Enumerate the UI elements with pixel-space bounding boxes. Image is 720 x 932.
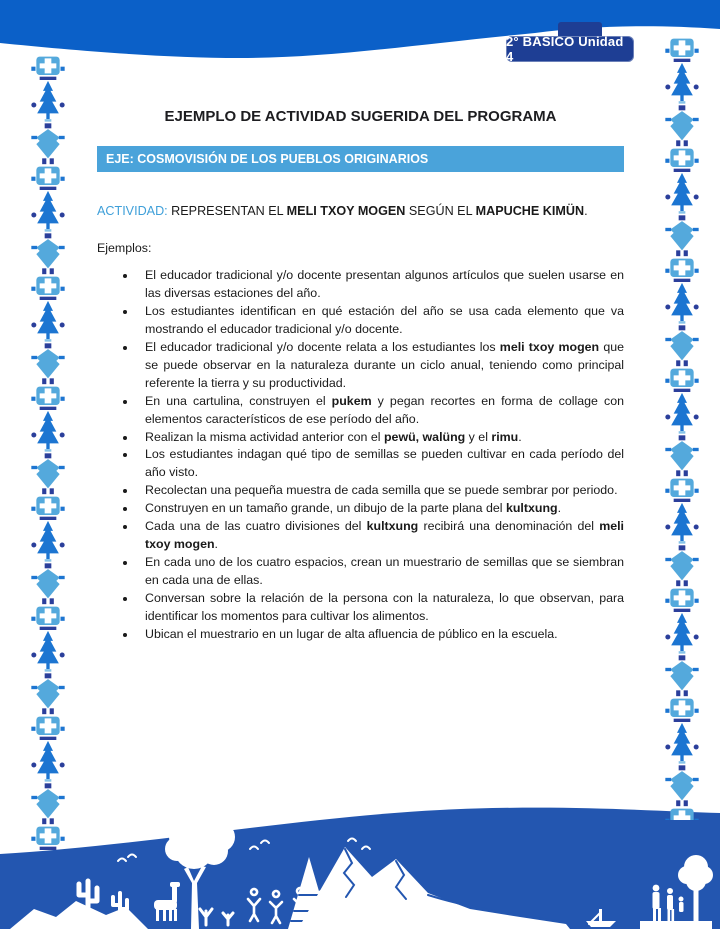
- page-title: EJEMPLO DE ACTIVIDAD SUGERIDA DEL PROGRAMA: [164, 108, 557, 125]
- activity-line: [97, 203, 624, 220]
- document-content: [97, 100, 624, 643]
- bullet-item: • El educador tradicional y/o docente presentan algunos artículos que suelen usarse en las diversas estaciones del año.: [137, 267, 624, 303]
- landscape-illustration: [0, 797, 720, 932]
- bullet-item: • En una cartulina, construyen el pukem y pegan recortes en forma de collage con elementos característicos de ese período del año.: [137, 393, 624, 429]
- mapuche-totem-icon: [28, 55, 68, 850]
- bullet-item: • Conversan sobre la relación de la persona con la naturaleza, lo que observan, para identificar los momentos para cultivar los alimentos.: [137, 590, 624, 626]
- bullet-item: • Ubican el muestrario en un lugar de alta afluencia de público en la escuela.: [137, 626, 624, 644]
- bullet-item: • El educador tradicional y/o docente relata a los estudiantes los meli txoy mogen que se puede observar en la naturaleza durante un ciclo anual, teniendo como principal referente la tierra y su productividad.: [137, 339, 624, 393]
- bullet-item: • Recolectan una pequeña muestra de cada semilla que se puede sembrar por periodo.: [137, 482, 624, 500]
- bullet-item: • Los estudiantes identifican en qué estación del año se usa cada elemento que va mostrando el educador tradicional y/o docente.: [137, 303, 624, 339]
- activity-text: REPRESENTAN EL MELI TXOY MOGEN SEGÚN EL MAPUCHE KIMÜN.: [167, 204, 588, 218]
- bullet-item: • Realizan la misma actividad anterior con el pewü, walüng y el rimu.: [137, 429, 624, 447]
- right-border-totem-pattern: [662, 37, 702, 820]
- mapuche-totem-icon: [662, 37, 702, 820]
- unit-badge: 2° BÁSICO Unidad 4: [506, 36, 634, 62]
- bullet-item: • Los estudiantes indagan qué tipo de semillas se pueden cultivar en cada período del año visto.: [137, 446, 624, 482]
- bullet-item: • Construyen en un tamaño grande, un dibujo de la parte plana del kultxung.: [137, 500, 624, 518]
- eje-banner: EJE: COSMOVISIÓN DE LOS PUEBLOS ORIGINARIOS: [97, 146, 624, 172]
- examples-list: [97, 267, 624, 643]
- examples-label: Ejemplos:: [97, 241, 152, 255]
- bullet-item: • En cada uno de los cuatro espacios, crean un muestrario de semillas que se siembran en cada una de ellas.: [137, 554, 624, 590]
- left-border-totem-pattern: [28, 55, 68, 850]
- activity-label: ACTIVIDAD:: [97, 204, 168, 218]
- bullet-item: • Cada una de las cuatro divisiones del kultxung recibirá una denominación del meli txoy mogen.: [137, 518, 624, 554]
